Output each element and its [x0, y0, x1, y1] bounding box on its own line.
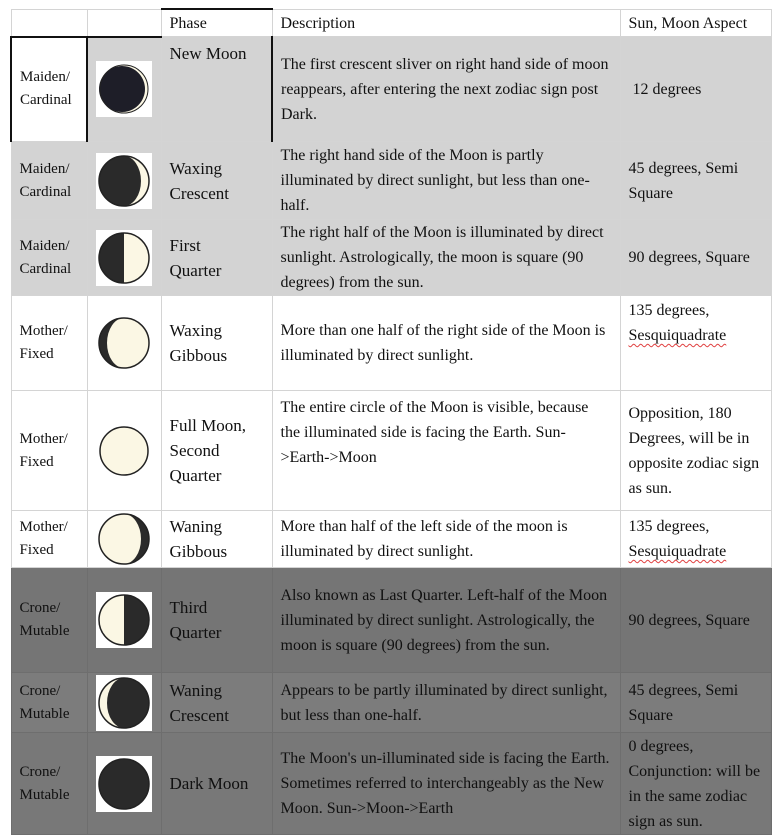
category-cell: Maiden/ Cardinal: [11, 142, 87, 220]
third-quarter-icon: [96, 592, 152, 648]
aspect-cell: 135 degrees, Sesquiquadrate: [620, 296, 771, 391]
description-cell: More than half of the left side of the moon is illuminated by direct sunlight.: [272, 511, 620, 568]
table-row: [11, 673, 771, 733]
description-cell: The right half of the Moon is illuminated by direct sunlight. Astrologically, the moon is square (90 degrees) from the sun.: [272, 220, 620, 296]
table-row: [11, 733, 771, 835]
table-row: [11, 220, 771, 296]
aspect-cell: 12 degrees: [620, 37, 771, 142]
header-phase: Phase: [161, 9, 272, 37]
phase-name-cell: New Moon: [161, 37, 272, 142]
description-cell: Also known as Last Quarter. Left-half of the Moon illuminated by direct sunlight. Astrologically, the moon is square (90 degrees) from the sun.: [272, 568, 620, 673]
phase-icon-cell: [87, 733, 161, 835]
header-description: Description: [272, 9, 620, 37]
aspect-cell: 135 degrees, Sesquiquadrate: [620, 511, 771, 568]
waxing-crescent-icon: [96, 153, 152, 209]
waning-crescent-icon: [96, 675, 152, 731]
phase-icon-cell: [87, 220, 161, 296]
phase-name-cell: Dark Moon: [161, 733, 272, 835]
table-row: [11, 511, 771, 568]
header-aspect: Sun, Moon Aspect: [620, 9, 771, 37]
description-cell: Appears to be partly illuminated by direct sunlight, but less than one-half.: [272, 673, 620, 733]
phase-name-cell: Full Moon, Second Quarter: [161, 391, 272, 511]
phase-name-cell: Waxing Crescent: [161, 142, 272, 220]
table-header-row: [11, 9, 771, 37]
full-moon-icon: [96, 423, 152, 479]
phase-icon-cell: [87, 37, 161, 142]
header-blank-2: [87, 9, 161, 37]
aspect-cell: 90 degrees, Square: [620, 220, 771, 296]
waning-gibbous-icon: [96, 511, 152, 567]
phase-icon-cell: [87, 673, 161, 733]
description-cell: The entire circle of the Moon is visible, because the illuminated side is facing the Earth. Sun->Earth->Moon: [272, 391, 620, 511]
category-cell: Mother/ Fixed: [11, 391, 87, 511]
aspect-cell: Opposition, 180 Degrees, will be in opposite zodiac sign as sun.: [620, 391, 771, 511]
category-cell: Maiden/ Cardinal: [11, 37, 87, 142]
category-cell: Crone/ Mutable: [11, 673, 87, 733]
first-quarter-icon: [96, 230, 152, 286]
phase-icon-cell: [87, 568, 161, 673]
aspect-cell: 90 degrees, Square: [620, 568, 771, 673]
dark-moon-icon: [96, 756, 152, 812]
aspect-cell: 0 degrees, Conjunction: will be in the same zodiac sign as sun.: [620, 733, 771, 835]
header-blank-1: [11, 9, 87, 37]
phase-name-cell: Third Quarter: [161, 568, 272, 673]
waxing-gibbous-icon: [96, 315, 152, 371]
description-cell: More than one half of the right side of the Moon is illuminated by direct sunlight.: [272, 296, 620, 391]
category-cell: Maiden/ Cardinal: [11, 220, 87, 296]
new-moon-icon: [96, 61, 152, 117]
phase-name-cell: Waning Crescent: [161, 673, 272, 733]
phase-icon-cell: [87, 511, 161, 568]
category-cell: Crone/ Mutable: [11, 568, 87, 673]
moon-phase-table: [10, 8, 772, 835]
table-row: [11, 568, 771, 673]
category-cell: Mother/ Fixed: [11, 296, 87, 391]
aspect-cell: 45 degrees, Semi Square: [620, 142, 771, 220]
phase-icon-cell: [87, 391, 161, 511]
description-cell: The Moon's un-illuminated side is facing the Earth. Sometimes referred to interchangeably as the New Moon. Sun->Moon->Earth: [272, 733, 620, 835]
phase-name-cell: Waning Gibbous: [161, 511, 272, 568]
description-cell: The right hand side of the Moon is partly illuminated by direct sunlight, but less than one-half.: [272, 142, 620, 220]
table-row: [11, 391, 771, 511]
description-cell: The first crescent sliver on right hand side of moon reappears, after entering the next zodiac sign post Dark.: [272, 37, 620, 142]
table-row: [11, 142, 771, 220]
phase-name-cell: Waxing Gibbous: [161, 296, 272, 391]
phase-name-cell: First Quarter: [161, 220, 272, 296]
phase-icon-cell: [87, 142, 161, 220]
category-cell: Mother/ Fixed: [11, 511, 87, 568]
phase-icon-cell: [87, 296, 161, 391]
table-row: [11, 37, 771, 142]
category-cell: Crone/ Mutable: [11, 733, 87, 835]
table-row: [11, 296, 771, 391]
aspect-cell: 45 degrees, Semi Square: [620, 673, 771, 733]
